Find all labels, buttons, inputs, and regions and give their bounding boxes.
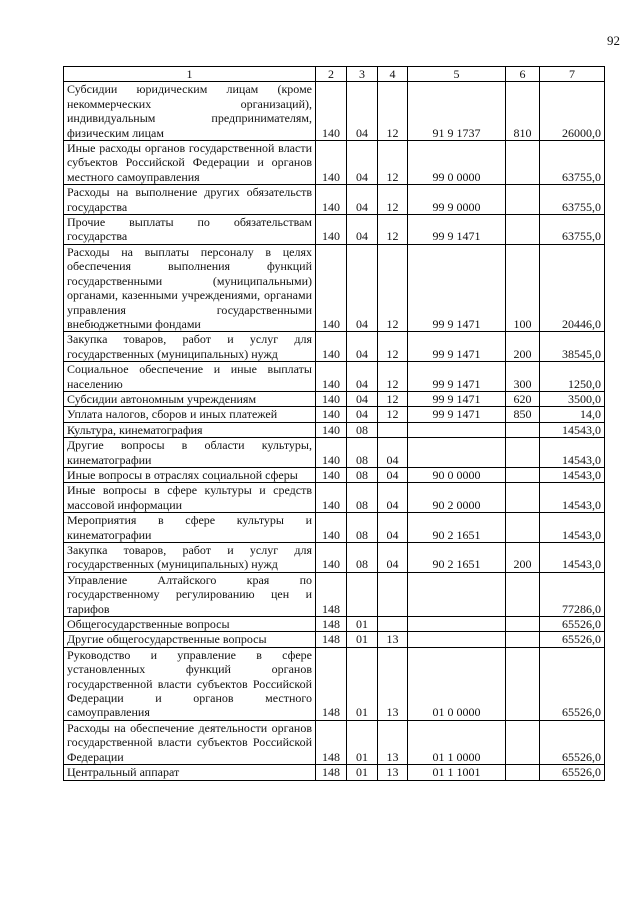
column-header: 7	[540, 67, 605, 82]
cell-amount: 3500,0	[540, 391, 605, 406]
table-row	[64, 244, 605, 331]
cell-expense-type	[506, 572, 540, 616]
cell-expense-type: 200	[506, 543, 540, 573]
cell-target-item: 99 9 1471	[408, 407, 506, 422]
cell-target-item: 01 1 0000	[408, 720, 506, 764]
cell-subsection: 04	[378, 513, 408, 543]
cell-section: 01	[347, 632, 378, 647]
cell-amount: 14543,0	[540, 513, 605, 543]
cell-section: 01	[347, 765, 378, 780]
cell-section: 01	[347, 720, 378, 764]
cell-section: 01	[347, 647, 378, 720]
cell-section: 04	[347, 391, 378, 406]
cell-expense-type: 620	[506, 391, 540, 406]
cell-amount: 65526,0	[540, 765, 605, 780]
table-row	[64, 720, 605, 764]
cell-section: 04	[347, 362, 378, 392]
cell-target-item: 01 0 0000	[408, 647, 506, 720]
table-row	[64, 141, 605, 185]
cell-subsection: 12	[378, 141, 408, 185]
cell-code: 140	[316, 543, 347, 573]
cell-section: 08	[347, 513, 378, 543]
table-row	[64, 513, 605, 543]
table-row	[64, 82, 605, 141]
page-number: 92	[607, 33, 620, 48]
table-row	[64, 422, 605, 437]
cell-subsection: 04	[378, 543, 408, 573]
cell-subsection	[378, 617, 408, 632]
cell-code: 140	[316, 244, 347, 331]
cell-subsection: 13	[378, 632, 408, 647]
cell-amount: 14543,0	[540, 483, 605, 513]
cell-subsection: 13	[378, 647, 408, 720]
cell-target-item: 90 0 0000	[408, 467, 506, 482]
item-name: Социальное обеспечение и иные выплаты населению	[64, 362, 316, 392]
table-row	[64, 483, 605, 513]
cell-amount: 65526,0	[540, 647, 605, 720]
cell-section: 04	[347, 244, 378, 331]
item-name: Расходы на выполнение других обязательств государства	[64, 185, 316, 215]
cell-code: 140	[316, 467, 347, 482]
cell-amount: 26000,0	[540, 82, 605, 141]
cell-amount: 63755,0	[540, 185, 605, 215]
cell-code: 140	[316, 82, 347, 141]
cell-amount: 14543,0	[540, 543, 605, 573]
cell-amount: 38545,0	[540, 332, 605, 362]
cell-target-item: 90 2 0000	[408, 483, 506, 513]
cell-expense-type: 810	[506, 82, 540, 141]
table-row	[64, 407, 605, 422]
table-row	[64, 765, 605, 780]
item-name: Иные расходы органов государственной власти субъектов Российской Федерации и органов местного самоуправления	[64, 141, 316, 185]
cell-expense-type: 850	[506, 407, 540, 422]
table-row	[64, 185, 605, 215]
cell-target-item: 99 9 1471	[408, 215, 506, 245]
cell-amount: 63755,0	[540, 141, 605, 185]
column-header: 4	[378, 67, 408, 82]
cell-target-item: 91 9 1737	[408, 82, 506, 141]
cell-expense-type	[506, 467, 540, 482]
cell-code: 140	[316, 141, 347, 185]
item-name: Прочие выплаты по обязательствам государства	[64, 215, 316, 245]
header-row	[64, 67, 605, 82]
cell-subsection: 12	[378, 244, 408, 331]
item-name: Управление Алтайского края по государственному регулированию цен и тарифов	[64, 572, 316, 616]
item-name: Культура, кинематография	[64, 422, 316, 437]
cell-expense-type	[506, 765, 540, 780]
cell-target-item: 99 9 0000	[408, 185, 506, 215]
budget-table	[63, 66, 605, 781]
cell-subsection: 12	[378, 332, 408, 362]
cell-expense-type	[506, 513, 540, 543]
cell-code: 140	[316, 438, 347, 468]
cell-subsection	[378, 422, 408, 437]
cell-section: 04	[347, 185, 378, 215]
cell-target-item: 01 1 1001	[408, 765, 506, 780]
cell-subsection: 12	[378, 407, 408, 422]
cell-section: 01	[347, 617, 378, 632]
table-row	[64, 362, 605, 392]
cell-section: 08	[347, 483, 378, 513]
cell-code: 140	[316, 362, 347, 392]
cell-amount: 77286,0	[540, 572, 605, 616]
cell-amount: 63755,0	[540, 215, 605, 245]
cell-target-item	[408, 617, 506, 632]
cell-section: 04	[347, 82, 378, 141]
cell-target-item: 99 9 1471	[408, 391, 506, 406]
cell-code: 148	[316, 720, 347, 764]
cell-amount: 65526,0	[540, 617, 605, 632]
cell-amount: 14,0	[540, 407, 605, 422]
cell-code: 148	[316, 647, 347, 720]
cell-expense-type	[506, 632, 540, 647]
cell-code: 140	[316, 483, 347, 513]
column-header: 6	[506, 67, 540, 82]
cell-amount: 14543,0	[540, 467, 605, 482]
cell-section: 08	[347, 438, 378, 468]
cell-expense-type	[506, 438, 540, 468]
cell-target-item: 99 9 1471	[408, 362, 506, 392]
cell-code: 148	[316, 572, 347, 616]
table-row	[64, 438, 605, 468]
table-row	[64, 617, 605, 632]
item-name: Общегосударственные вопросы	[64, 617, 316, 632]
cell-section	[347, 572, 378, 616]
cell-code: 148	[316, 617, 347, 632]
item-name: Иные вопросы в отраслях социальной сферы	[64, 467, 316, 482]
cell-code: 140	[316, 422, 347, 437]
cell-expense-type	[506, 720, 540, 764]
cell-expense-type: 200	[506, 332, 540, 362]
column-header: 2	[316, 67, 347, 82]
cell-section: 08	[347, 467, 378, 482]
table-row	[64, 391, 605, 406]
table-row	[64, 332, 605, 362]
cell-code: 148	[316, 632, 347, 647]
cell-code: 140	[316, 215, 347, 245]
table-row	[64, 632, 605, 647]
cell-amount: 65526,0	[540, 720, 605, 764]
cell-section: 04	[347, 407, 378, 422]
cell-target-item: 90 2 1651	[408, 543, 506, 573]
cell-subsection: 12	[378, 391, 408, 406]
cell-subsection: 12	[378, 82, 408, 141]
item-name: Уплата налогов, сборов и иных платежей	[64, 407, 316, 422]
cell-target-item: 99 9 1471	[408, 244, 506, 331]
cell-target-item: 99 9 1471	[408, 332, 506, 362]
cell-target-item: 90 2 1651	[408, 513, 506, 543]
cell-subsection: 04	[378, 438, 408, 468]
cell-target-item	[408, 438, 506, 468]
cell-expense-type	[506, 185, 540, 215]
cell-amount: 14543,0	[540, 438, 605, 468]
column-header: 3	[347, 67, 378, 82]
item-name: Центральный аппарат	[64, 765, 316, 780]
cell-target-item	[408, 572, 506, 616]
cell-subsection: 12	[378, 185, 408, 215]
item-name: Руководство и управление в сфере установленных функций органов государственной власти субъектов Российской Федерации и органов местного самоуправления	[64, 647, 316, 720]
cell-expense-type	[506, 141, 540, 185]
item-name: Субсидии юридическим лицам (кроме некоммерческих организаций), индивидуальным предпринимателям, физическим лицам	[64, 82, 316, 141]
cell-code: 140	[316, 391, 347, 406]
cell-code: 140	[316, 185, 347, 215]
item-name: Другие общегосударственные вопросы	[64, 632, 316, 647]
cell-expense-type: 300	[506, 362, 540, 392]
cell-target-item	[408, 632, 506, 647]
cell-section: 04	[347, 215, 378, 245]
cell-subsection: 04	[378, 483, 408, 513]
cell-subsection: 13	[378, 720, 408, 764]
item-name: Субсидии автономным учреждениям	[64, 391, 316, 406]
cell-amount: 20446,0	[540, 244, 605, 331]
cell-subsection: 13	[378, 765, 408, 780]
cell-section: 08	[347, 422, 378, 437]
cell-expense-type	[506, 617, 540, 632]
cell-expense-type	[506, 422, 540, 437]
item-name: Иные вопросы в сфере культуры и средств массовой информации	[64, 483, 316, 513]
cell-code: 148	[316, 765, 347, 780]
cell-section: 08	[347, 543, 378, 573]
item-name: Мероприятия в сфере культуры и кинематографии	[64, 513, 316, 543]
cell-amount: 1250,0	[540, 362, 605, 392]
cell-subsection: 12	[378, 215, 408, 245]
column-header: 1	[64, 67, 316, 82]
cell-amount: 14543,0	[540, 422, 605, 437]
cell-target-item: 99 0 0000	[408, 141, 506, 185]
column-header: 5	[408, 67, 506, 82]
table-row	[64, 647, 605, 720]
cell-expense-type: 100	[506, 244, 540, 331]
table-row	[64, 467, 605, 482]
cell-section: 04	[347, 332, 378, 362]
cell-code: 140	[316, 407, 347, 422]
item-name: Другие вопросы в области культуры, кинематографии	[64, 438, 316, 468]
table-row	[64, 543, 605, 573]
cell-code: 140	[316, 513, 347, 543]
cell-amount: 65526,0	[540, 632, 605, 647]
cell-subsection: 12	[378, 362, 408, 392]
cell-expense-type	[506, 483, 540, 513]
table-row	[64, 572, 605, 616]
cell-code: 140	[316, 332, 347, 362]
cell-expense-type	[506, 647, 540, 720]
item-name: Расходы на выплаты персоналу в целях обеспечения выполнения функций государственными (муниципальными) органами, казенными учреждениями, органами управления государственными внебюджетными фондами	[64, 244, 316, 331]
table-row	[64, 215, 605, 245]
cell-target-item	[408, 422, 506, 437]
item-name: Расходы на обеспечение деятельности органов государственной власти субъектов Российской Федерации	[64, 720, 316, 764]
cell-expense-type	[506, 215, 540, 245]
cell-subsection: 04	[378, 467, 408, 482]
cell-subsection	[378, 572, 408, 616]
cell-section: 04	[347, 141, 378, 185]
item-name: Закупка товаров, работ и услуг для государственных (муниципальных) нужд	[64, 332, 316, 362]
item-name: Закупка товаров, работ и услуг для государственных (муниципальных) нужд	[64, 543, 316, 573]
